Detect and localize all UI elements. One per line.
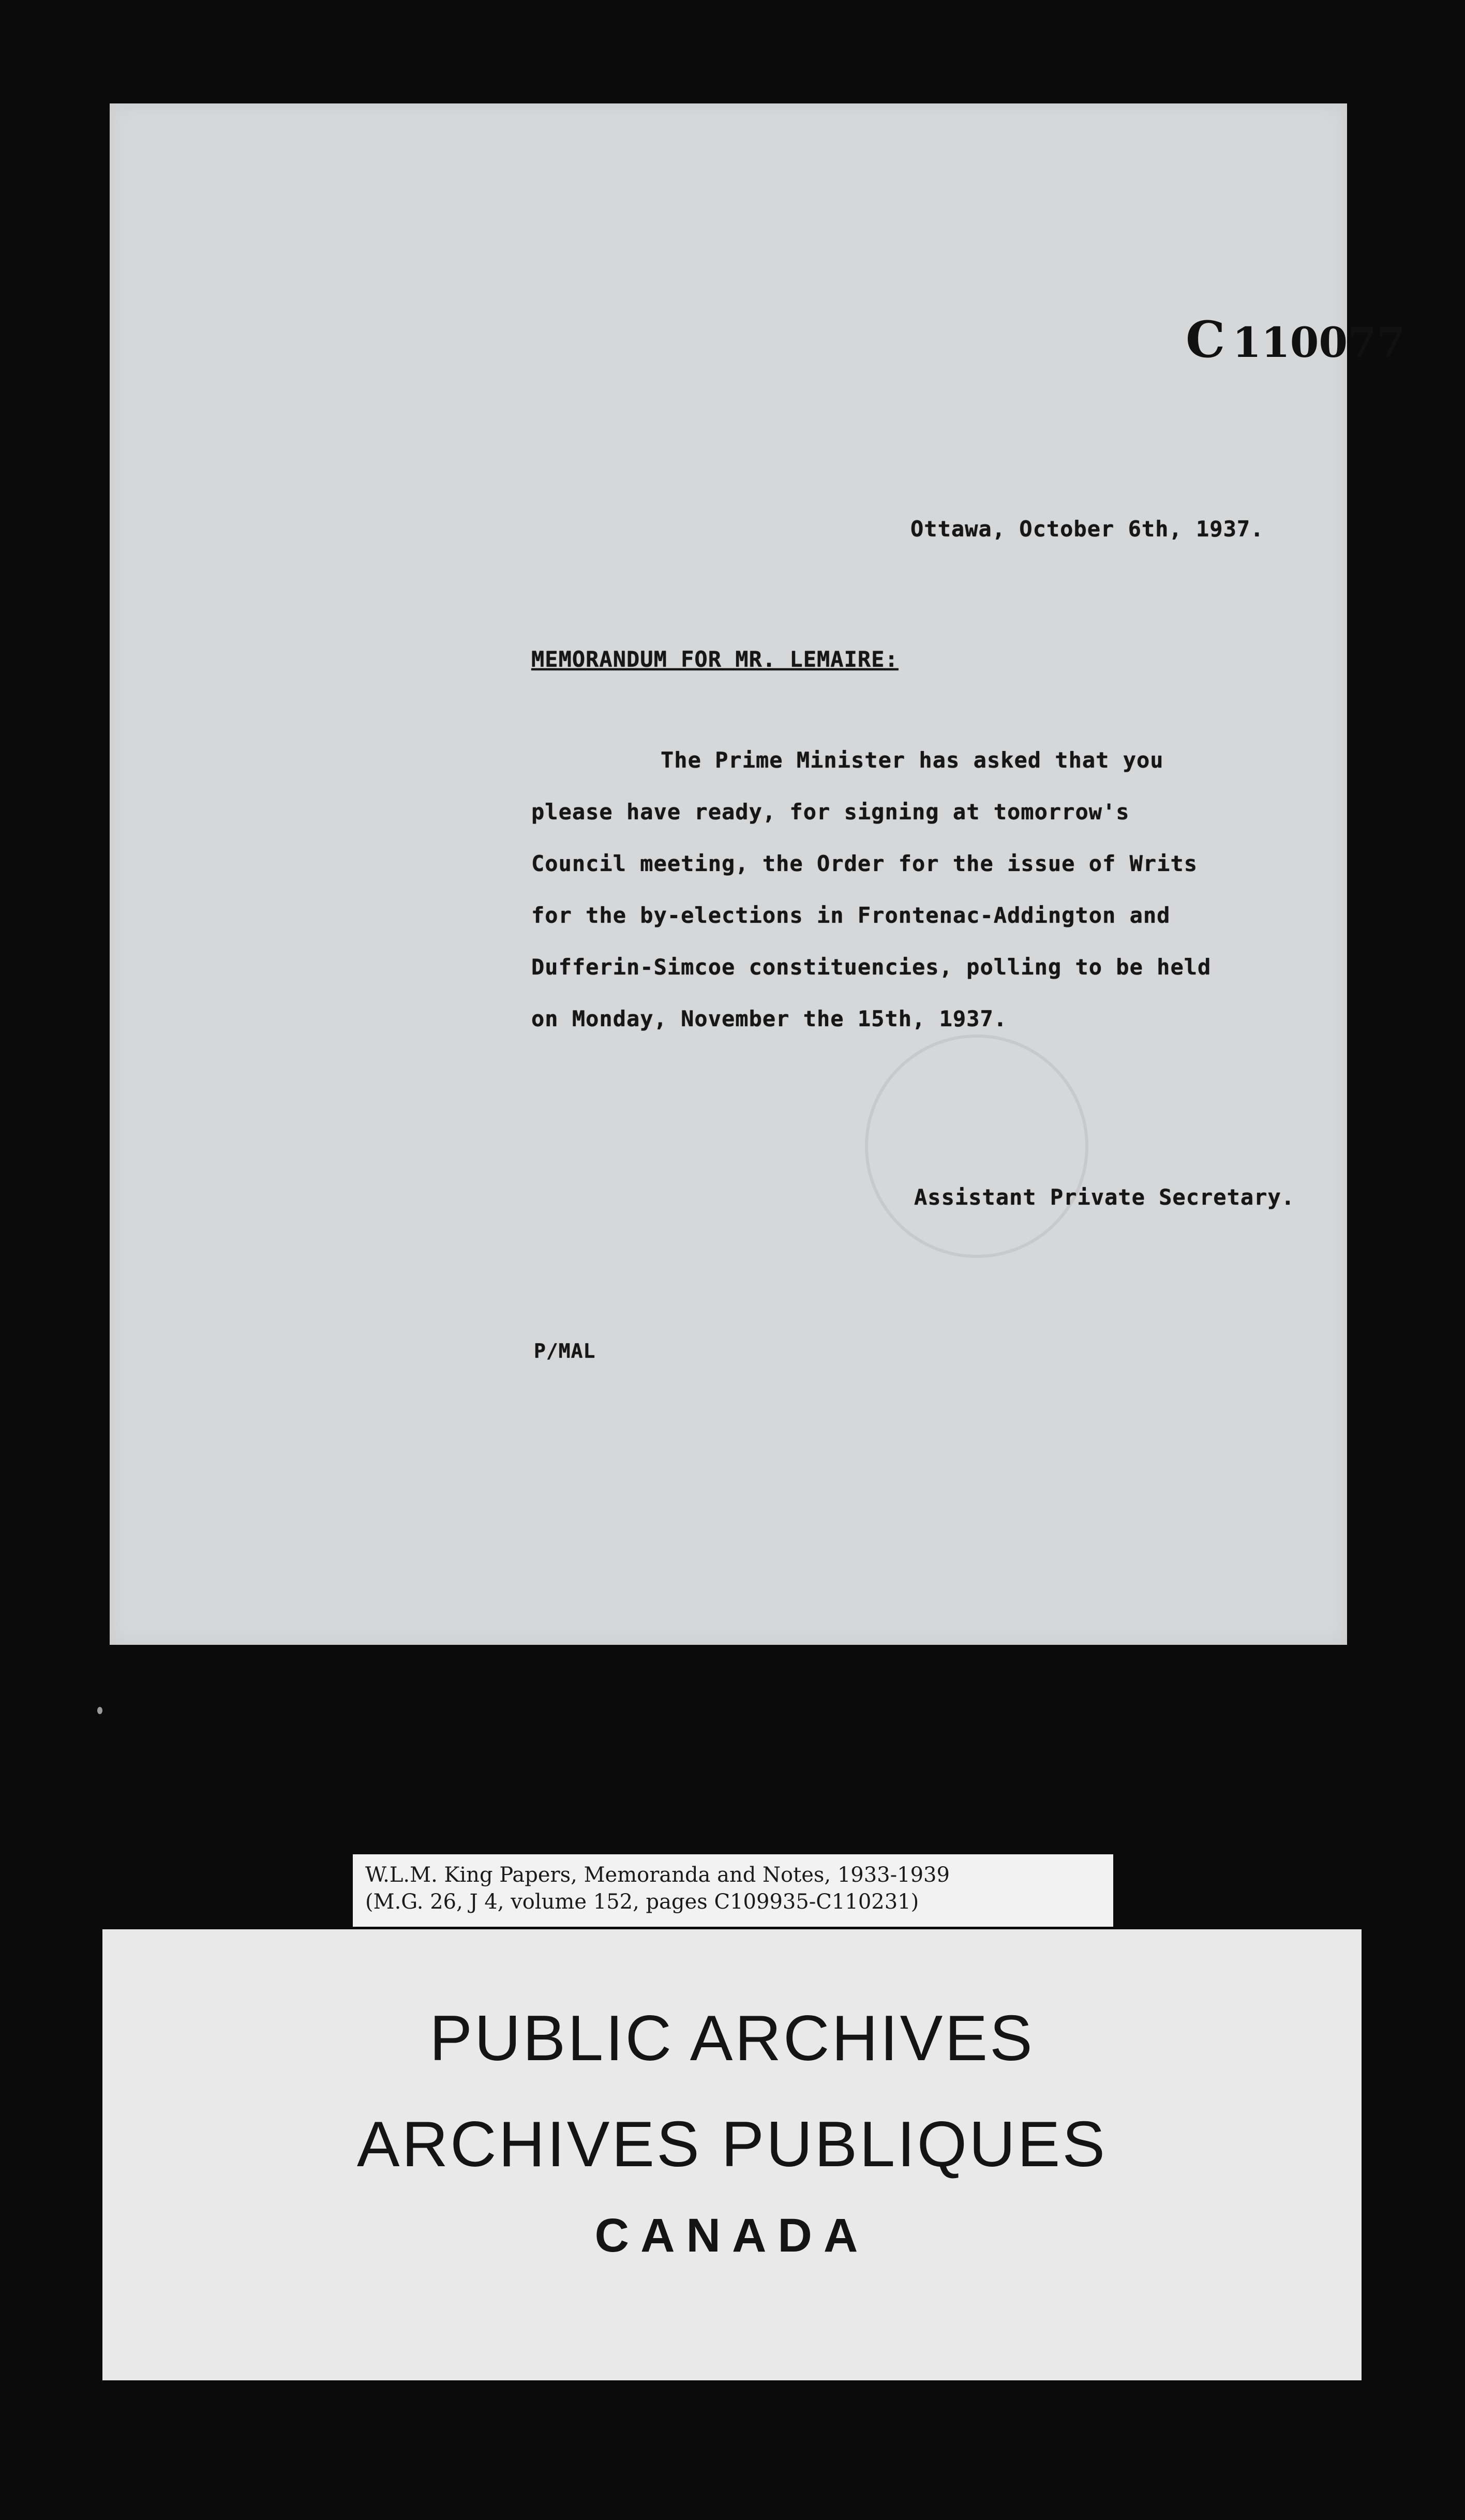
body-line: The Prime Minister has asked that you	[661, 747, 1164, 773]
reference-digits: 110077	[1232, 318, 1406, 367]
citation-label	[353, 1854, 1113, 1927]
speck	[97, 1707, 102, 1714]
date-line: Ottawa, October 6th, 1937.	[910, 516, 1264, 542]
reference-prefix: C	[1186, 310, 1225, 369]
archives-english: PUBLIC ARCHIVES	[429, 2003, 1035, 2074]
memo-heading: MEMORANDUM FOR MR. LEMAIRE:	[531, 647, 899, 672]
body-line: Dufferin-Simcoe constituencies, polling to be held	[531, 954, 1212, 980]
memo-page	[110, 103, 1406, 1645]
signature-line: Assistant Private Secretary.	[914, 1184, 1295, 1210]
archives-french: ARCHIVES PUBLIQUES	[356, 2109, 1108, 2180]
faded-stamp-icon	[865, 1034, 1088, 1258]
reference-number	[1186, 310, 1405, 369]
body-line: please have ready, for signing at tomorrow's	[531, 799, 1130, 824]
citation-line: (M.G. 26, J 4, volume 152, pages C109935-C110231)	[365, 1890, 919, 1914]
body-line: Council meeting, the Order for the issue of Writs	[531, 851, 1198, 876]
body-line: for the by-elections in Frontenac-Addington and	[531, 903, 1171, 928]
body-line: on Monday, November the 15th, 1937.	[531, 1006, 1008, 1031]
citation-line: W.L.M. King Papers, Memoranda and Notes, 1933-1939	[365, 1863, 950, 1887]
typist-initials: P/MAL	[534, 1340, 596, 1362]
archives-card	[102, 1929, 1362, 2380]
archives-country: CANADA	[594, 2209, 870, 2262]
